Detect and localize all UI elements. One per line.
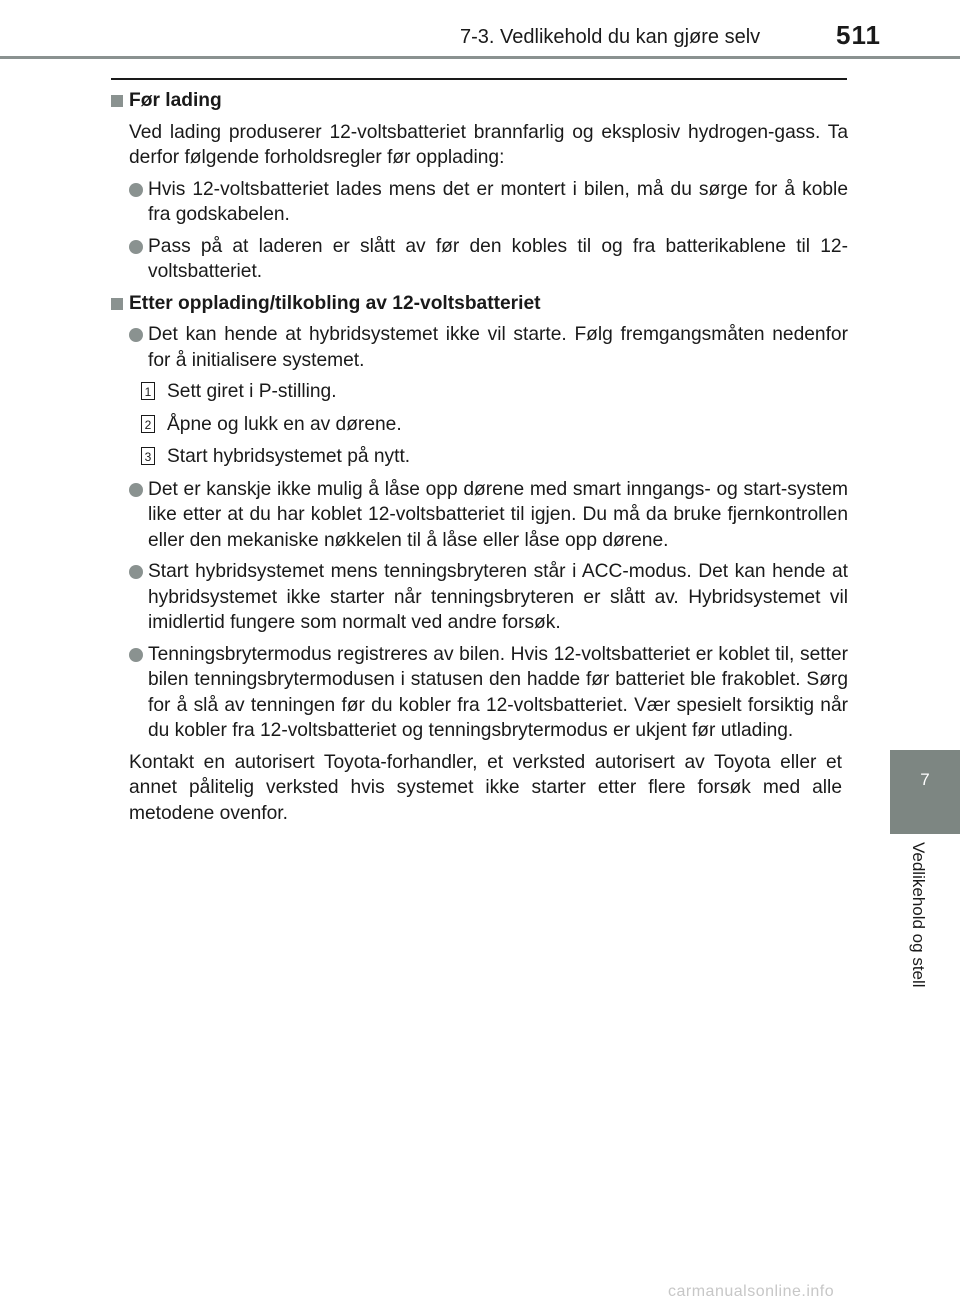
step-number: 1 [141, 382, 155, 400]
bullet-item [111, 642, 848, 744]
section-heading-text: Etter opplading/tilkobling av 12-voltsbatteriet [129, 292, 541, 314]
content-top-rule [111, 78, 847, 80]
bullet-item [111, 559, 848, 636]
circle-bullet-icon [129, 565, 143, 579]
step-text: Sett giret i P-stilling. [167, 381, 337, 402]
chapter-tab [890, 750, 960, 834]
section-intro: Ved lading produserer 12-voltsbatteriet brannfarlig og eksplosiv hydrogen-gass. Ta derfor følgende forholdsregler før opplading: [129, 121, 848, 168]
bullet-item [111, 477, 848, 554]
square-bullet-icon [111, 298, 123, 310]
page-number: 511 [836, 20, 881, 50]
bullet-text: Tenningsbrytermodus registreres av bilen. Hvis 12-voltsbatteriet er koblet til, setter bilen tenningsbrytermodusen i statusen den hadde før batteriet ble frakoblet. Sørg for å slå av tenningen før du kobler fra 12-voltsbatteriet. Vær spesielt forsiktig når du kobler fra 12-voltsbatteriet og tenningsbrytermodus er ukjent før utlading. [148, 643, 848, 741]
bullet-item [111, 322, 848, 373]
page-header [0, 0, 960, 60]
section-heading [111, 291, 848, 317]
section-heading [111, 88, 848, 114]
section-title: 7-3. Vedlikehold du kan gjøre selv [460, 26, 761, 48]
step-item [111, 444, 848, 470]
circle-bullet-icon [129, 648, 143, 662]
header-rule [0, 56, 960, 59]
step-item [111, 379, 848, 405]
bullet-text: Pass på at laderen er slått av før den kobles til og fra batterikablene til 12-voltsbatteriet. [148, 235, 848, 282]
closing-paragraph: Kontakt en autorisert Toyota-forhandler, et verksted autorisert av Toyota eller et annet pålitelig verksted hvis systemet ikke starter etter flere forsøk med alle metodene ovenfor. [129, 751, 842, 824]
bullet-text: Hvis 12-voltsbatteriet lades mens det er montert i bilen, må du sørge for å koble fra godskabelen. [148, 178, 848, 225]
step-number: 2 [141, 415, 155, 433]
page-content [111, 88, 848, 826]
bullet-text: Det er kanskje ikke mulig å låse opp dørene med smart inngangs- og start-system like etter at du har koblet 12-voltsbatteriet til igjen. Du må da bruke fjernkontrollen eller den mekaniske nøkkelen til å låse eller låse opp dørene. [148, 478, 848, 551]
step-text: Åpne og lukk en av dørene. [167, 413, 402, 435]
circle-bullet-icon [129, 328, 143, 342]
chapter-number: 7 [920, 770, 930, 789]
bullet-item [111, 234, 848, 285]
square-bullet-icon [111, 95, 123, 107]
step-text: Start hybridsystemet på nytt. [167, 446, 411, 467]
chapter-label-container [908, 842, 928, 1022]
section-heading-text: Før lading [129, 90, 222, 111]
circle-bullet-icon [129, 240, 143, 254]
watermark: carmanualsonline.info [668, 1283, 835, 1300]
bullet-item [111, 177, 848, 228]
bullet-text: Start hybridsystemet mens tenningsbryteren står i ACC-modus. Det kan hende at hybridsystemet ikke starter når tenningsbryteren er slått av. Hybridsystemet vil imidlertid fungere som normalt ved andre forsøk. [148, 561, 848, 633]
chapter-label: Vedlikehold og stell [909, 842, 928, 988]
bullet-text: Det kan hende at hybridsystemet ikke vil starte. Følg fremgangsmåten nedenfor for å initialisere systemet. [148, 324, 848, 371]
step-item [111, 412, 848, 438]
circle-bullet-icon [129, 183, 143, 197]
circle-bullet-icon [129, 483, 143, 497]
step-number: 3 [141, 447, 155, 465]
